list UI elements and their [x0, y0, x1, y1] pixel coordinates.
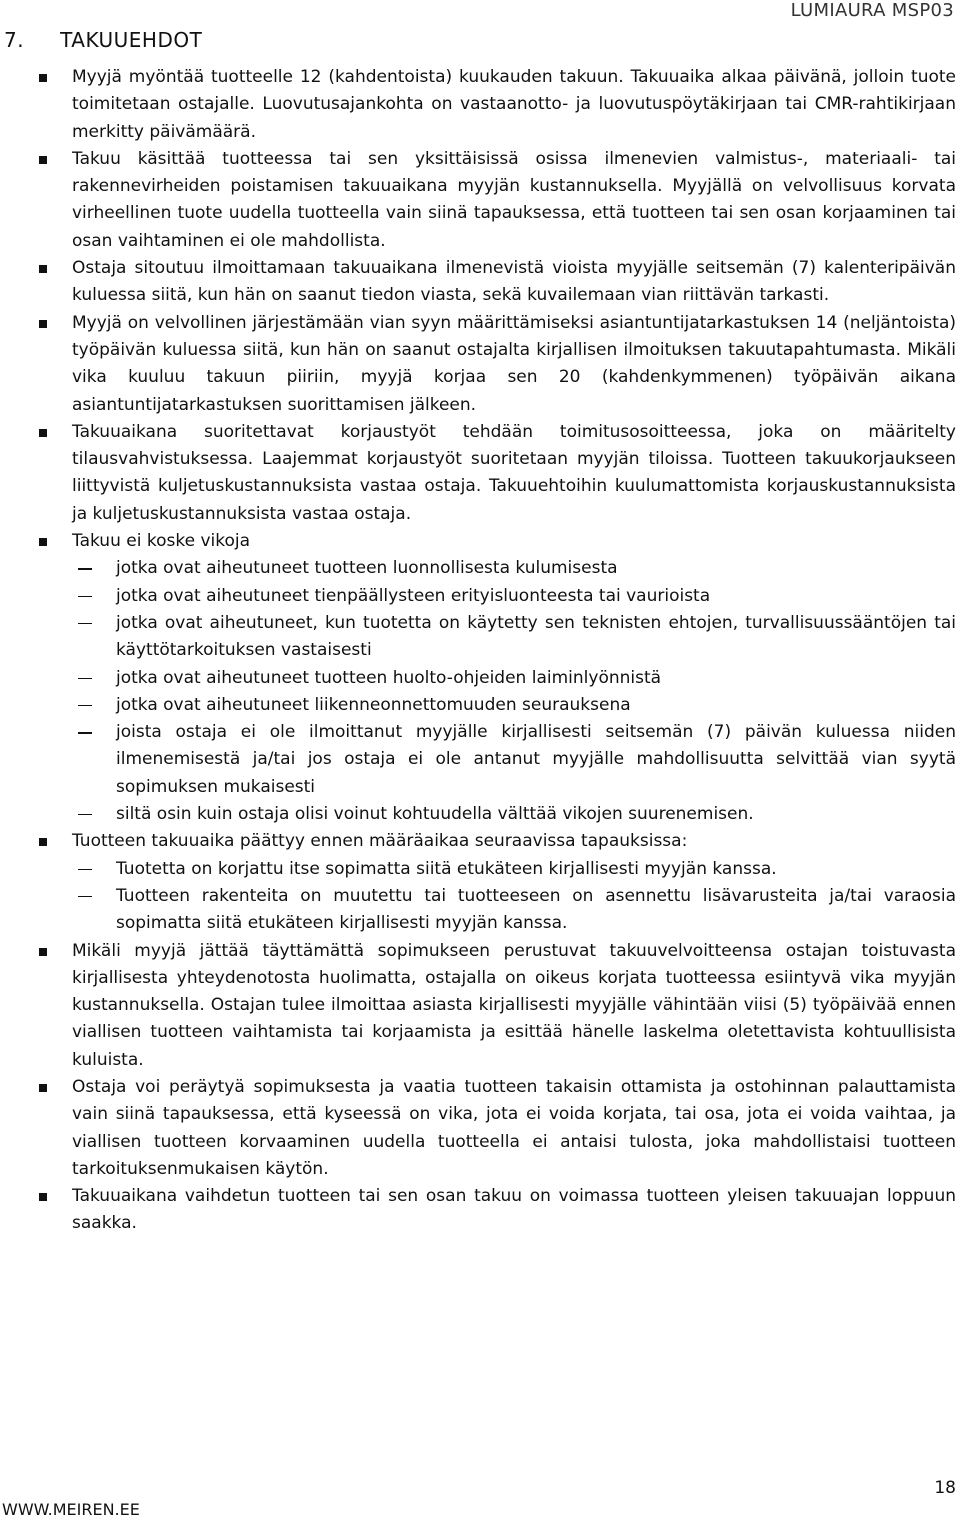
section-title: TAKUUEHDOT [60, 28, 203, 52]
list-item [0, 828, 960, 855]
dash-bullet-icon [78, 623, 92, 624]
dash-bullet-icon [78, 869, 92, 870]
sub-list-item-text: siltä osin kuin ostaja olisi voinut kohtuudella välttää vikojen suurenemisen. [116, 804, 754, 825]
list-item-text: Takuu käsittää tuotteessa tai sen yksittäisissä osissa ilmenevien valmistus-, materiaali- tai rakennevirheiden poistamisen takuuaikana myyjän kustannuksella. Myyjällä on velvollisuus korvata virheellinen tuote uudella tuotteella vain siinä tapauksessa, että tuotteen tai sen osan korjaaminen tai osan vaihtaminen ei ole mahdollista. [72, 148, 956, 251]
list-item [0, 310, 960, 419]
dash-bullet-icon [78, 678, 92, 679]
footer-url: WWW.MEIREN.EE [2, 1500, 140, 1519]
list-item-text: Takuuaikana suoritettavat korjaustyöt tehdään toimitusosoitteessa, joka on määritelty tilausvahvistuksessa. Laajemmat korjaustyöt suoritetaan myyjän tiloissa. Tuotteen takuukorjaukseen liittyvistä kuljetuskustannuksista vastaa ostaja. Takuuehtoihin kuulumattomista korjauskustannuksista ja kuljetuskustannuksista vastaa ostaja. [72, 421, 956, 524]
square-bullet-icon [39, 538, 47, 546]
document-code: LUMIAURA MSP03 [790, 0, 954, 21]
square-bullet-icon [39, 429, 47, 437]
square-bullet-icon [39, 1084, 47, 1092]
sub-list-item-text: jotka ovat aiheutuneet tuotteen luonnollisesta kulumisesta [116, 558, 618, 579]
dash-bullet-icon [78, 705, 92, 706]
sub-list-item [0, 665, 960, 692]
list-item-text: Takuu ei koske vikoja [72, 531, 251, 552]
sub-list-item [0, 610, 960, 665]
sub-list-item-text: Tuotetta on korjattu itse sopimatta siitä etukäteen kirjallisesti myyjän kanssa. [116, 858, 777, 879]
sub-list-item [0, 801, 960, 828]
section-number: 7. [4, 28, 25, 52]
list-item [0, 1074, 960, 1183]
square-bullet-icon [39, 265, 47, 273]
section-heading [4, 28, 202, 52]
sub-list-item [0, 719, 960, 801]
list-item [0, 1183, 960, 1238]
square-bullet-icon [39, 838, 47, 846]
square-bullet-icon [39, 948, 47, 956]
sub-list-item-text: jotka ovat aiheutuneet, kun tuotetta on käytetty sen teknisten ehtojen, turvallisuussääntöjen tai käyttötarkoituksen vastaisesti [116, 612, 956, 661]
list-item [0, 528, 960, 555]
list-item-text: Myyjä on velvollinen järjestämään vian syyn määrittämiseksi asiantuntijatarkastuksen 14 (neljäntoista) työpäivän kuluessa siitä, kun hän on saanut ostajalta kirjallisen ilmoituksen takuutapahtumasta. Mikäli vika kuuluu takuun piiriin, myyjä korjaa sen 20 (kahdenkymmenen) työpäivän aikana asiantuntijatarkastuksen suorittamisen jälkeen. [72, 312, 956, 415]
list-item [0, 146, 960, 255]
list-item [0, 419, 960, 528]
square-bullet-icon [39, 156, 47, 164]
list-item [0, 938, 960, 1074]
list-item-text: Mikäli myyjä jättää täyttämättä sopimukseen perustuvat takuuvelvoitteensa ostajan toistuvasta kirjallisesta yhteydenotosta huolimatta, ostajalla on oikeus korjata tuotteessa esiintyvä vika myyjän kustannuksella. Ostajan tulee ilmoittaa asiasta kirjallisesti myyjälle vähintään viisi (5) työpäivää ennen viallisen tuotteen vaihtamista tai korjaamista ja esittää hänelle laskelma oletettavista kohtuullisista kuluista. [72, 940, 956, 1070]
sub-list-item-text: jotka ovat aiheutuneet liikenneonnettomuuden seurauksena [116, 694, 631, 715]
dash-bullet-icon [78, 568, 92, 569]
page-number: 18 [934, 1478, 956, 1498]
list-item [0, 64, 960, 146]
list-item-text: Tuotteen takuuaika päättyy ennen määräaikaa seuraavissa tapauksissa: [72, 831, 688, 852]
sub-list-item [0, 692, 960, 719]
dash-bullet-icon [78, 896, 92, 897]
sub-list-item [0, 856, 960, 883]
sub-list-item-text: Tuotteen rakenteita on muutettu tai tuotteeseen on asennettu lisävarusteita ja/tai varaosia sopimatta siitä etukäteen kirjallisesti myyjän kanssa. [116, 885, 956, 934]
dash-bullet-icon [78, 814, 92, 815]
dash-bullet-icon [78, 596, 92, 597]
list-item-text: Ostaja voi peräytyä sopimuksesta ja vaatia tuotteen takaisin ottamista ja ostohinnan palauttamista vain siinä tapauksessa, että kyseessä on vika, jota ei voida korjata, tai osa, jota ei voida vaihtaa, ja viallisen tuotteen korvaaminen uudella tuotteella ei antaisi tulosta, joka mahdollistaisi tuotteen tarkoituksenmukaisen käytön. [72, 1076, 956, 1179]
list-item-text: Takuuaikana vaihdetun tuotteen tai sen osan takuu on voimassa tuotteen yleisen takuuajan loppuun saakka. [72, 1186, 956, 1234]
list-item-text: Ostaja sitoutuu ilmoittamaan takuuaikana ilmenevistä vioista myyjälle seitsemän (7) kalenteripäivän kuluessa siitä, kun hän on saanut tiedon viasta, sekä kuvailemaan vian riittävän tarkasti. [72, 258, 956, 306]
square-bullet-icon [39, 320, 47, 328]
terms-list [0, 64, 960, 1238]
dash-bullet-icon [78, 732, 92, 733]
sub-list-item [0, 555, 960, 582]
sub-list-item [0, 883, 960, 938]
list-item-text: Myyjä myöntää tuotteelle 12 (kahdentoista) kuukauden takuun. Takuuaika alkaa päivänä, jolloin tuote toimitetaan ostajalle. Luovutusajankohta on vastaanotto- ja luovutuspöytäkirjaan tai CMR-rahtikirjaan merkitty päivämäärä. [72, 67, 956, 142]
square-bullet-icon [39, 74, 47, 82]
list-item [0, 255, 960, 310]
sub-list-item [0, 583, 960, 610]
sub-list-item-text: joista ostaja ei ole ilmoittanut myyjälle kirjallisesti seitsemän (7) päivän kuluessa niiden ilmenemisestä ja/tai jos ostaja ei ole antanut myyjälle mahdollisuutta selvittää vian syytä sopimuksen mukaisesti [116, 722, 956, 797]
sub-list-item-text: jotka ovat aiheutuneet tuotteen huolto-ohjeiden laiminlyönnistä [116, 667, 662, 688]
sub-list-item-text: jotka ovat aiheutuneet tienpäällysteen erityisluonteesta tai vaurioista [116, 585, 711, 606]
square-bullet-icon [39, 1193, 47, 1201]
